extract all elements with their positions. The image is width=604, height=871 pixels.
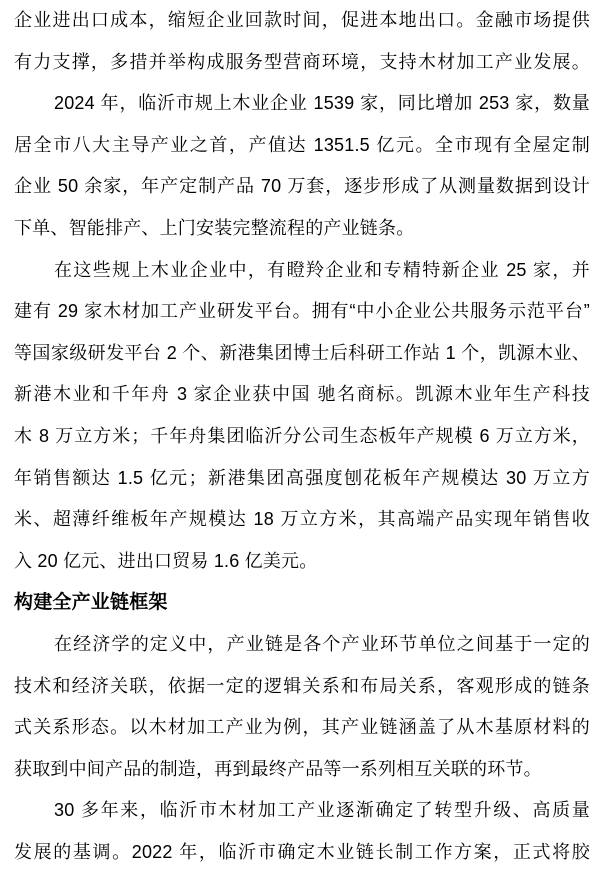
text-line: 建有 29 家木材加工产业研发平台。拥有“中小企业公共服务示范平台” <box>14 301 590 322</box>
text-line: 在这些规上木业企业中，有瞪羚企业和专精特新企业 25 家，并 <box>54 259 590 280</box>
text-line: 发展的基调。2022 年，临沂市确定木业链长制工作方案，正式将胶 <box>14 841 590 862</box>
text-line: 下单、智能排产、上门安装完整流程的产业链条。 <box>14 217 415 238</box>
text-line: 企业进出口成本，缩短企业回款时间，促进本地出口。金融市场提供 <box>14 10 590 30</box>
text-line: 新港木业和千年舟 3 家企业获中国 驰名商标。凯源木业年生产科技 <box>14 384 590 405</box>
text-line: 30 多年来，临沂市木材加工产业逐渐确定了转型升级、高质量 <box>54 800 590 821</box>
text-line: 居全市八大主导产业之首，产值达 1351.5 亿元。全市现有全屋定制 <box>14 134 590 155</box>
text-line: 等国家级研发平台 2 个、新港集团博士后科研工作站 1 个，凯源木业、 <box>14 342 590 363</box>
text-line: 在经济学的定义中，产业链是各个产业环节单位之间基于一定的 <box>54 633 590 654</box>
text-line: 入 20 亿元、进出口贸易 1.6 亿美元。 <box>14 550 318 571</box>
text-line: 企业 50 余家，年产定制产品 70 万套，逐步形成了从测量数据到设计 <box>14 176 590 197</box>
text-line: 获取到中间产品的制造，再到最终产品等一系列相互关联的环节。 <box>14 758 542 779</box>
text-line: 技术和经济关联，依据一定的逻辑关系和布局关系，客观形成的链条 <box>14 675 590 696</box>
text-line: 木 8 万立方米；千年舟集团临沂分公司生态板年产规模 6 万立方米， <box>14 425 590 446</box>
text-line: 年销售额达 1.5 亿元；新港集团高强度刨花板年产规模达 30 万立方 <box>14 467 590 488</box>
text-line: 米、超薄纤维板年产规模达 18 万立方米，其高端产品实现年销售收 <box>14 509 590 530</box>
text-line: 有力支撑，多措并举构成服务型营商环境，支持木材加工产业发展。 <box>14 51 590 72</box>
text-line: 式关系形态。以木材加工产业为例，其产业链涵盖了从木基原材料的 <box>14 717 590 738</box>
section-heading: 构建全产业链框架 <box>14 592 168 614</box>
text-line: 2024 年，临沂市规上木业企业 1539 家，同比增加 253 家，数量 <box>54 93 590 114</box>
